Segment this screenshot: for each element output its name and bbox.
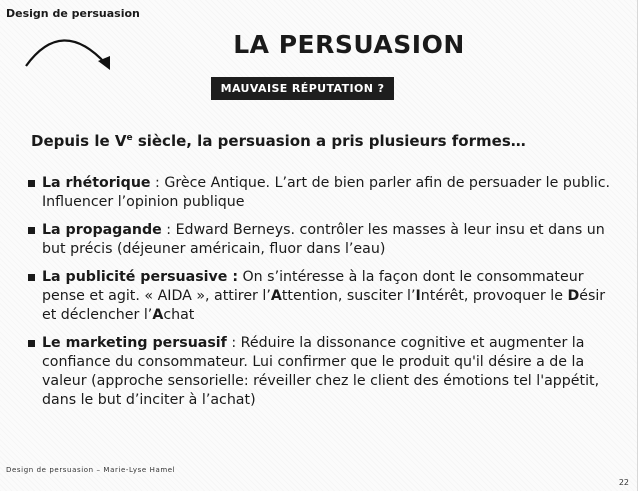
bullet-marker [28, 340, 35, 347]
bullet-text: : Grèce Antique. L’art de bien parler afin de persuader le public. Influencer l’opinion publique [42, 175, 611, 210]
bullet-term: Le marketing persuasif [42, 335, 227, 351]
bullet-list [28, 174, 618, 419]
bullet-marker [28, 180, 35, 187]
bullet-marker [28, 227, 35, 234]
intro-text: Depuis le Ve siècle, la persuasion a pris plusieurs formes… [31, 132, 526, 150]
bullet-marker [28, 274, 35, 281]
bullet-term: La rhétorique [42, 175, 151, 191]
page-number: 22 [618, 478, 629, 487]
header-label: Design de persuasion [6, 7, 140, 20]
bullet-marketing [28, 334, 618, 410]
bullet-text: : Edward Berneys. contrôler les masses à leur insu et dans un but précis (déjeuner américain, fluor dans l’eau) [42, 222, 605, 257]
bullet-propagande [28, 221, 618, 259]
bullet-rhetorique [28, 174, 618, 212]
bullet-text: : Réduire la dissonance cognitive et augmenter la confiance du consommateur. Lui confirmer que le produit qu'il désire a de la valeur (approche sensorielle: réveiller chez le client des émotions tel l'appétit, dans le but d’inciter à l’achat) [42, 335, 600, 408]
footer-text: Design de persuasion – Marie-Lyse Hamel [6, 466, 176, 474]
page-title: LA PERSUASION [233, 30, 465, 59]
bullet-term: La propagande [42, 222, 162, 238]
bullet-publicite: La publicité persuasive : On s’intéresse à la façon dont le consommateur pense et agit. « AIDA », attirer l’Attention, susciter l’Intérêt, provoquer le Désir et déclencher l’Achat [28, 268, 618, 325]
bullet-term: La publicité persuasive : [42, 269, 238, 285]
subtitle-badge: MAUVAISE RÉPUTATION ? [211, 77, 394, 100]
